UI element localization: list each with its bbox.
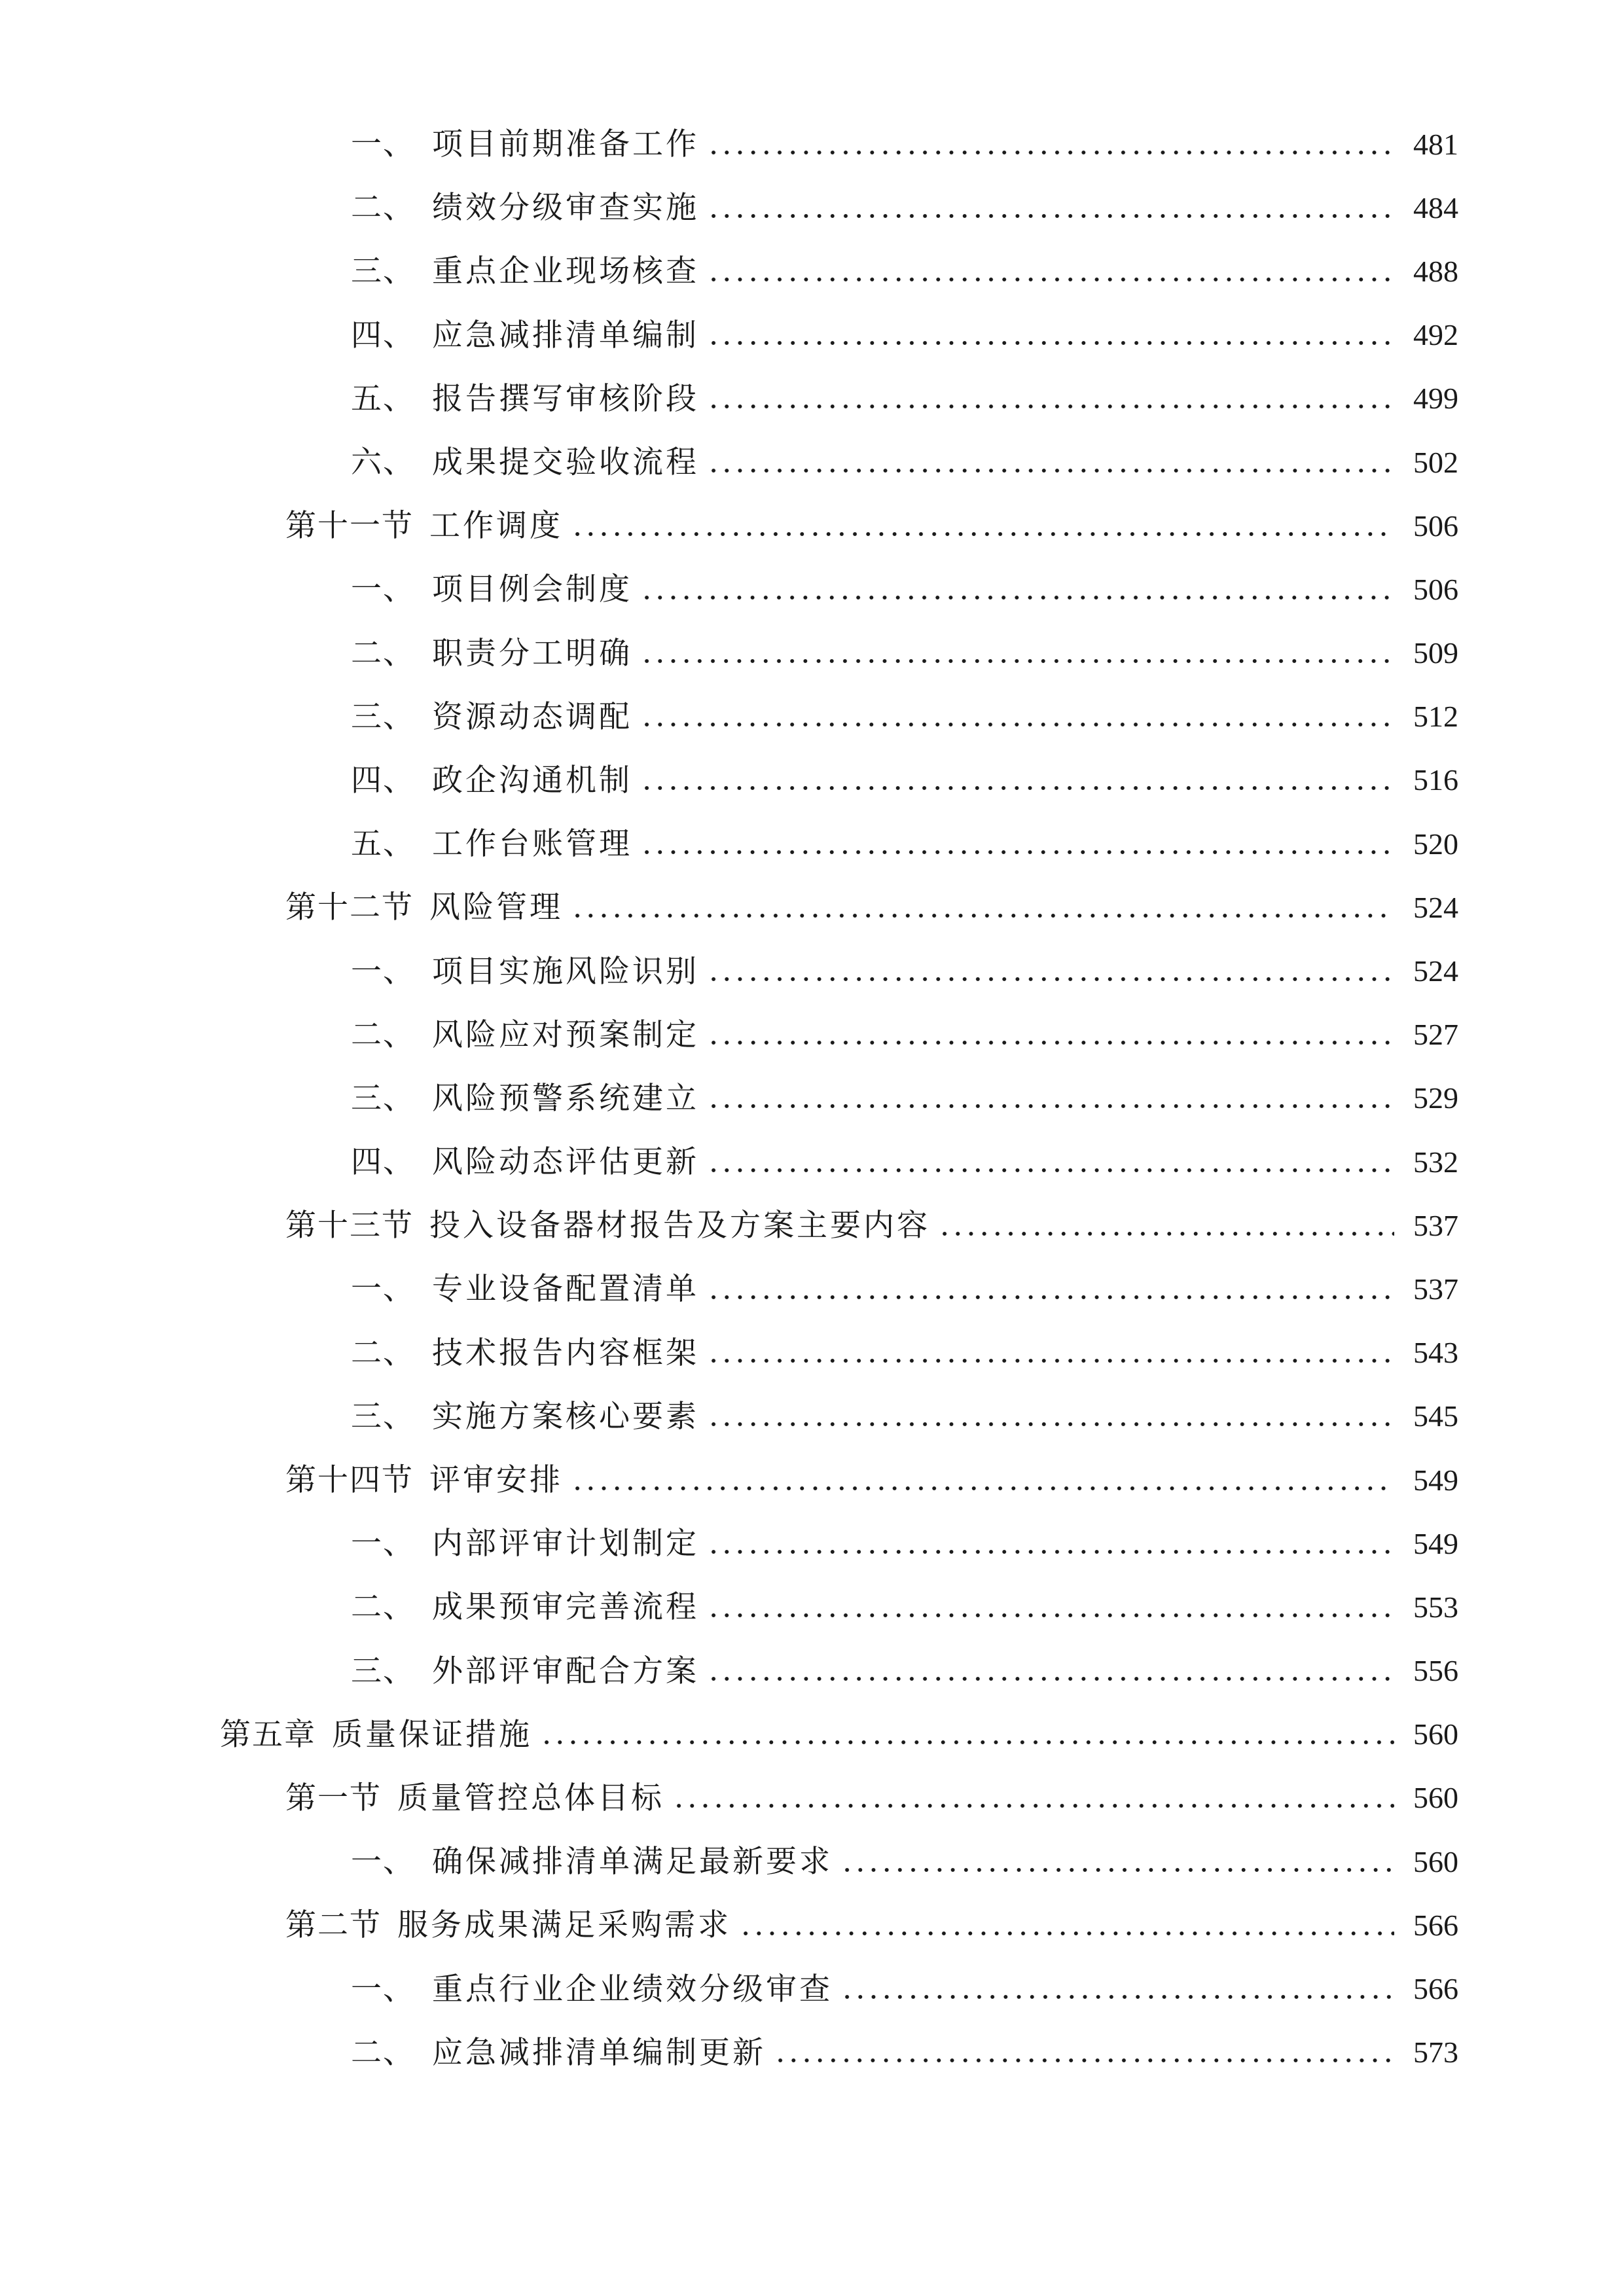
toc-entry-page-number: 560 (1413, 1844, 1458, 1878)
toc-entry-number: 一、 (351, 1271, 415, 1308)
dot-leader (540, 1739, 1394, 1746)
toc-entry-11[interactable] (0, 749, 1624, 812)
toc-entry-number: 四、 (351, 317, 415, 353)
toc-entry-page-number: 549 (1413, 1526, 1458, 1560)
toc-entry-14[interactable] (0, 939, 1624, 1003)
dot-leader (840, 1867, 1394, 1873)
toc-entry-page-number: 532 (1413, 1145, 1458, 1179)
toc-entry-title: 风险动态评估更新 (432, 1144, 699, 1181)
dot-leader (707, 1676, 1394, 1682)
dot-leader (640, 594, 1394, 601)
toc-entry-19[interactable] (0, 1257, 1624, 1321)
dot-leader (707, 1421, 1394, 1427)
toc-entry-15[interactable] (0, 1003, 1624, 1067)
toc-entry-title: 资源动态调配 (432, 698, 632, 735)
toc-entry-title: 技术报告内容框架 (432, 1335, 699, 1371)
toc-entry-page-number: 556 (1413, 1654, 1458, 1688)
toc-entry-21[interactable] (0, 1385, 1624, 1448)
toc-entry-number: 第十三节 (285, 1208, 414, 1244)
toc-entry-17[interactable] (0, 1130, 1624, 1194)
toc-entry-title: 投入设备器材报告及方案主要内容 (429, 1208, 930, 1244)
toc-entry-number: 三、 (351, 1398, 415, 1435)
toc-entry-number: 二、 (351, 1589, 415, 1626)
toc-entry-page-number: 484 (1413, 190, 1458, 224)
toc-entry-title: 专业设备配置清单 (432, 1271, 699, 1308)
toc-entry-16[interactable] (0, 1067, 1624, 1130)
dot-leader (707, 1039, 1394, 1046)
dot-leader (640, 785, 1394, 791)
toc-entry-page-number: 560 (1413, 1717, 1458, 1751)
toc-entry-page-number: 529 (1413, 1081, 1458, 1115)
toc-entry-page-number: 543 (1413, 1336, 1458, 1370)
toc-entry-13[interactable] (0, 876, 1624, 939)
toc-entry-number: 四、 (351, 762, 415, 798)
toc-entry-title: 确保减排清单满足最新要求 (432, 1844, 833, 1880)
toc-entry-number: 一、 (351, 953, 415, 990)
toc-entry-24[interactable] (0, 1575, 1624, 1639)
toc-entry-title: 重点企业现场核查 (432, 253, 699, 290)
toc-entry-page-number: 524 (1413, 890, 1458, 924)
toc-entry-7[interactable] (0, 494, 1624, 558)
toc-entry-title: 质量保证措施 (332, 1716, 532, 1753)
toc-entry-number: 四、 (351, 1144, 415, 1181)
toc-entry-number: 二、 (351, 1016, 415, 1053)
dot-leader (571, 531, 1394, 537)
toc-entry-page-number: 488 (1413, 254, 1458, 288)
toc-entry-8[interactable] (0, 558, 1624, 621)
dot-leader (739, 1930, 1394, 1937)
toc-entry-number: 第二节 (285, 1907, 382, 1944)
toc-entry-5[interactable] (0, 367, 1624, 431)
toc-entry-page-number: 481 (1413, 127, 1458, 161)
toc-entry-title: 风险应对预案制定 (432, 1016, 699, 1053)
toc-entry-number: 第十二节 (285, 889, 414, 926)
toc-entry-page-number: 492 (1413, 318, 1458, 352)
toc-entry-page-number: 520 (1413, 827, 1458, 861)
toc-entry-28[interactable] (0, 1830, 1624, 1893)
toc-entry-title: 项目例会制度 (432, 571, 632, 608)
toc-entry-page-number: 524 (1413, 954, 1458, 988)
toc-entry-page-number: 537 (1413, 1208, 1458, 1242)
toc-entry-number: 五、 (351, 380, 415, 417)
toc-entry-title: 成果预审完善流程 (432, 1589, 699, 1626)
toc-entry-title: 评审安排 (429, 1462, 563, 1499)
toc-entry-title: 报告撰写审核阶段 (432, 380, 699, 417)
table-of-contents (0, 113, 1624, 2085)
toc-entry-number: 一、 (351, 571, 415, 608)
toc-entry-29[interactable] (0, 1893, 1624, 1957)
toc-entry-title: 项目前期准备工作 (432, 126, 699, 163)
toc-entry-1[interactable] (0, 113, 1624, 176)
toc-entry-26[interactable] (0, 1703, 1624, 1767)
dot-leader (840, 1994, 1394, 2000)
toc-entry-page-number: 553 (1413, 1590, 1458, 1624)
toc-entry-page-number: 545 (1413, 1399, 1458, 1433)
toc-entry-number: 三、 (351, 253, 415, 290)
toc-entry-number: 第一节 (285, 1780, 382, 1816)
toc-entry-3[interactable] (0, 240, 1624, 303)
dot-leader (707, 1612, 1394, 1619)
toc-entry-9[interactable] (0, 622, 1624, 685)
dot-leader (774, 2057, 1394, 2064)
dot-leader (707, 1357, 1394, 1364)
dot-leader (707, 1549, 1394, 1555)
toc-entry-title: 政企沟通机制 (432, 762, 632, 798)
toc-entry-10[interactable] (0, 685, 1624, 749)
dot-leader (672, 1803, 1394, 1809)
toc-entry-6[interactable] (0, 431, 1624, 494)
toc-entry-number: 一、 (351, 1526, 415, 1562)
toc-entry-title: 绩效分级审查实施 (432, 190, 699, 226)
dot-leader (707, 976, 1394, 982)
toc-entry-title: 项目实施风险识别 (432, 953, 699, 990)
dot-leader (707, 403, 1394, 410)
toc-entry-page-number: 537 (1413, 1272, 1458, 1306)
toc-entry-number: 第五章 (220, 1716, 316, 1753)
toc-entry-30[interactable] (0, 1957, 1624, 2020)
dot-leader (707, 1294, 1394, 1300)
dot-leader (571, 912, 1394, 919)
toc-entry-page-number: 506 (1413, 572, 1458, 606)
toc-entry-title: 工作台账管理 (432, 826, 632, 863)
toc-entry-page-number: 566 (1413, 1908, 1458, 1942)
toc-entry-number: 三、 (351, 1653, 415, 1689)
toc-entry-title: 风险预警系统建立 (432, 1080, 699, 1117)
toc-entry-31[interactable] (0, 2021, 1624, 2085)
toc-entry-number: 五、 (351, 826, 415, 863)
toc-entry-18[interactable] (0, 1194, 1624, 1257)
toc-entry-title: 风险管理 (429, 889, 563, 926)
toc-entry-number: 一、 (351, 1844, 415, 1880)
dot-leader (707, 1167, 1394, 1174)
toc-entry-number: 三、 (351, 698, 415, 735)
dot-leader (640, 658, 1394, 664)
toc-entry-page-number: 506 (1413, 509, 1458, 543)
toc-entry-number: 二、 (351, 190, 415, 226)
toc-entry-page-number: 509 (1413, 636, 1458, 670)
toc-entry-title: 实施方案核心要素 (432, 1398, 699, 1435)
toc-entry-title: 成果提交验收流程 (432, 444, 699, 481)
toc-entry-number: 六、 (351, 444, 415, 481)
toc-entry-title: 职责分工明确 (432, 635, 632, 672)
toc-entry-title: 服务成果满足采购需求 (397, 1907, 731, 1944)
toc-entry-page-number: 499 (1413, 382, 1458, 416)
toc-entry-12[interactable] (0, 812, 1624, 876)
dot-leader (640, 849, 1394, 855)
toc-entry-number: 二、 (351, 1335, 415, 1371)
toc-entry-25[interactable] (0, 1640, 1624, 1703)
toc-entry-number: 一、 (351, 1971, 415, 2007)
toc-entry-page-number: 549 (1413, 1463, 1458, 1497)
toc-entry-title: 质量管控总体目标 (397, 1780, 664, 1816)
dot-leader (707, 213, 1394, 219)
toc-entry-22[interactable] (0, 1448, 1624, 1512)
toc-entry-title: 应急减排清单编制更新 (432, 2034, 766, 2071)
dot-leader (707, 1103, 1394, 1109)
toc-entry-2[interactable] (0, 176, 1624, 240)
toc-entry-page-number: 502 (1413, 445, 1458, 479)
toc-entry-page-number: 516 (1413, 763, 1458, 797)
toc-entry-page-number: 560 (1413, 1781, 1458, 1815)
toc-entry-23[interactable] (0, 1512, 1624, 1575)
dot-leader (938, 1230, 1394, 1237)
dot-leader (707, 340, 1394, 346)
toc-entry-20[interactable] (0, 1321, 1624, 1385)
toc-entry-page-number: 512 (1413, 700, 1458, 734)
dot-leader (707, 276, 1394, 283)
toc-entry-number: 第十一节 (285, 508, 414, 545)
toc-entry-number: 一、 (351, 126, 415, 163)
toc-entry-number: 第十四节 (285, 1462, 414, 1499)
toc-entry-title: 内部评审计划制定 (432, 1526, 699, 1562)
toc-entry-title: 工作调度 (429, 508, 563, 545)
dot-leader (571, 1485, 1394, 1492)
toc-entry-number: 三、 (351, 1080, 415, 1117)
toc-entry-title: 应急减排清单编制 (432, 317, 699, 353)
toc-entry-page-number: 566 (1413, 1972, 1458, 2006)
dot-leader (640, 721, 1394, 728)
toc-entry-number: 二、 (351, 635, 415, 672)
toc-entry-number: 二、 (351, 2034, 415, 2071)
toc-entry-page-number: 527 (1413, 1018, 1458, 1052)
dot-leader (707, 149, 1394, 156)
toc-entry-page-number: 573 (1413, 2036, 1458, 2070)
dot-leader (707, 467, 1394, 474)
toc-entry-27[interactable] (0, 1767, 1624, 1830)
toc-entry-4[interactable] (0, 304, 1624, 367)
toc-entry-title: 重点行业企业绩效分级审查 (432, 1971, 833, 2007)
toc-entry-title: 外部评审配合方案 (432, 1653, 699, 1689)
